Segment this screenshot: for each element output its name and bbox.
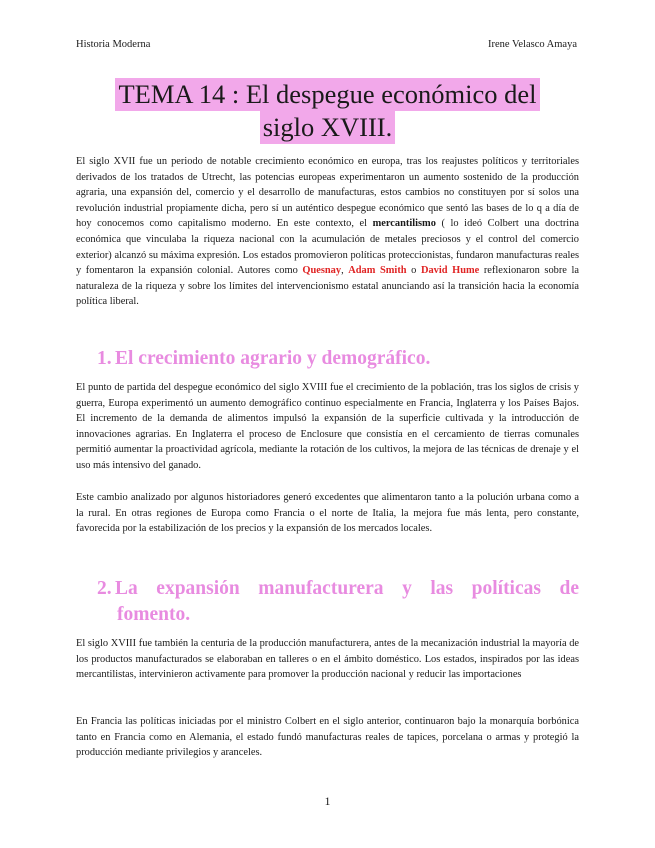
- section-1-title: El crecimiento agrario y demográfico.: [115, 348, 431, 369]
- section-2-number: 2.: [97, 578, 112, 599]
- author-david-hume: David Hume: [420, 265, 480, 277]
- author-adam-smith: Adam Smith: [348, 265, 407, 277]
- title-line-2: siglo XVIII.: [260, 111, 396, 144]
- intro-sep-1: ,: [341, 265, 349, 277]
- intro-sep-2: o: [406, 265, 421, 277]
- section-2-heading: [97, 576, 579, 601]
- document-title: [76, 78, 579, 144]
- section-1-paragraph-2: Este cambio analizado por algunos historiadores generó excedentes que alimentaron tanto a la polución urbana como a la rural. En otras regiones de Europa como Francia o el norte de Italia, la mejora fue más lenta, pero constante, favorecida por la estabilización de los precios y la expansión de los mercados locales.: [76, 492, 579, 535]
- section-1-heading: [97, 346, 579, 371]
- intro-text-3: reflexionaron sobre la naturaleza de la riqueza y sobre los límites del intervencionismo estatal anunciando así la transición hacia la economía política liberal.: [76, 265, 580, 308]
- section-1-number: 1.: [97, 348, 112, 369]
- section-2-title-line-2: fomento.: [117, 604, 191, 625]
- intro-paragraph: [76, 154, 579, 310]
- intro-text-2: ( lo ideó Colbert una doctrina económica que vinculaba la riqueza nacional con la acumulación de metales preciosos y el control del comercio exterior) alcanzó su máxima expresión. Los estados promovieron políticas proteccionistas, fundaron manufacturas reales y fomentaron la expansión colonial. Autores como: [76, 218, 580, 277]
- title-line-1: TEMA 14 : El despegue económico del: [115, 78, 539, 111]
- page-number: 1: [324, 794, 331, 808]
- section-2-paragraph-1: El siglo XVIII fue también la centuria de la producción manufacturera, antes de la mecanización industrial la mayoría de los productos manufacturados se elaboraban en talleres o en el ámbito doméstico. Los estados, inspirados por las ideas mercantilistas, intervinieron activamente para promover la producción nacional y reducir las importaciones: [76, 638, 579, 681]
- keyword-mercantilismo: mercantilismo: [372, 218, 436, 230]
- header-subject: Historia Moderna: [76, 39, 151, 50]
- section-1-paragraph-1: El punto de partida del despegue económico del siglo XVIII fue el crecimiento de la población, tras los siglos de crisis y guerra, Europa experimentó un aumento demográfico continuo especialmente en Francia, Inglaterra y los Países Bajos. El incremento de la demanda de alimentos impulsó la expansión de la superficie cultivada y la introducción de innovaciones agrarias. En Inglaterra el proceso de Enclosure que consistía en el cercamiento de tierras comunales permitió aumentar la proactividad agrícola, mediante la rotación de los cultivos, la mejora de las técnicas de drenaje y el uso más intensivo del ganado.: [76, 382, 579, 471]
- section-2-title-line-1: La expansión manufacturera y las políticas de: [115, 578, 579, 599]
- author-quesnay: Quesnay: [302, 265, 342, 277]
- header-author: Irene Velasco Amaya: [487, 39, 577, 50]
- section-2-paragraph-2: En Francia las políticas iniciadas por el ministro Colbert en el siglo anterior, continuaron bajo la monarquía borbónica tanto en Francia como en Alemania, el estado fundó manufacturas reales de tapices, porcelana o armas y protegió la producción mediante privilegios y aranceles.: [76, 716, 579, 759]
- intro-text-1: El siglo XVII fue un periodo de notable crecimiento económico en europa, tras los reajustes políticos y territoriales derivados de los tratados de Utrecht, las potencias europeas experimentaron un aumento sostenido de la producción agraria, una expansión del, comercio y el desarrollo de manufacturas, estos cambios no constituyen por sí solos una revolución industrial propiamente dicha, pero sí un auténtico despegue económico que sentó las bases de lo q a día de hoy conocemos como capitalismo moderno. En este contexto, el: [76, 156, 579, 230]
